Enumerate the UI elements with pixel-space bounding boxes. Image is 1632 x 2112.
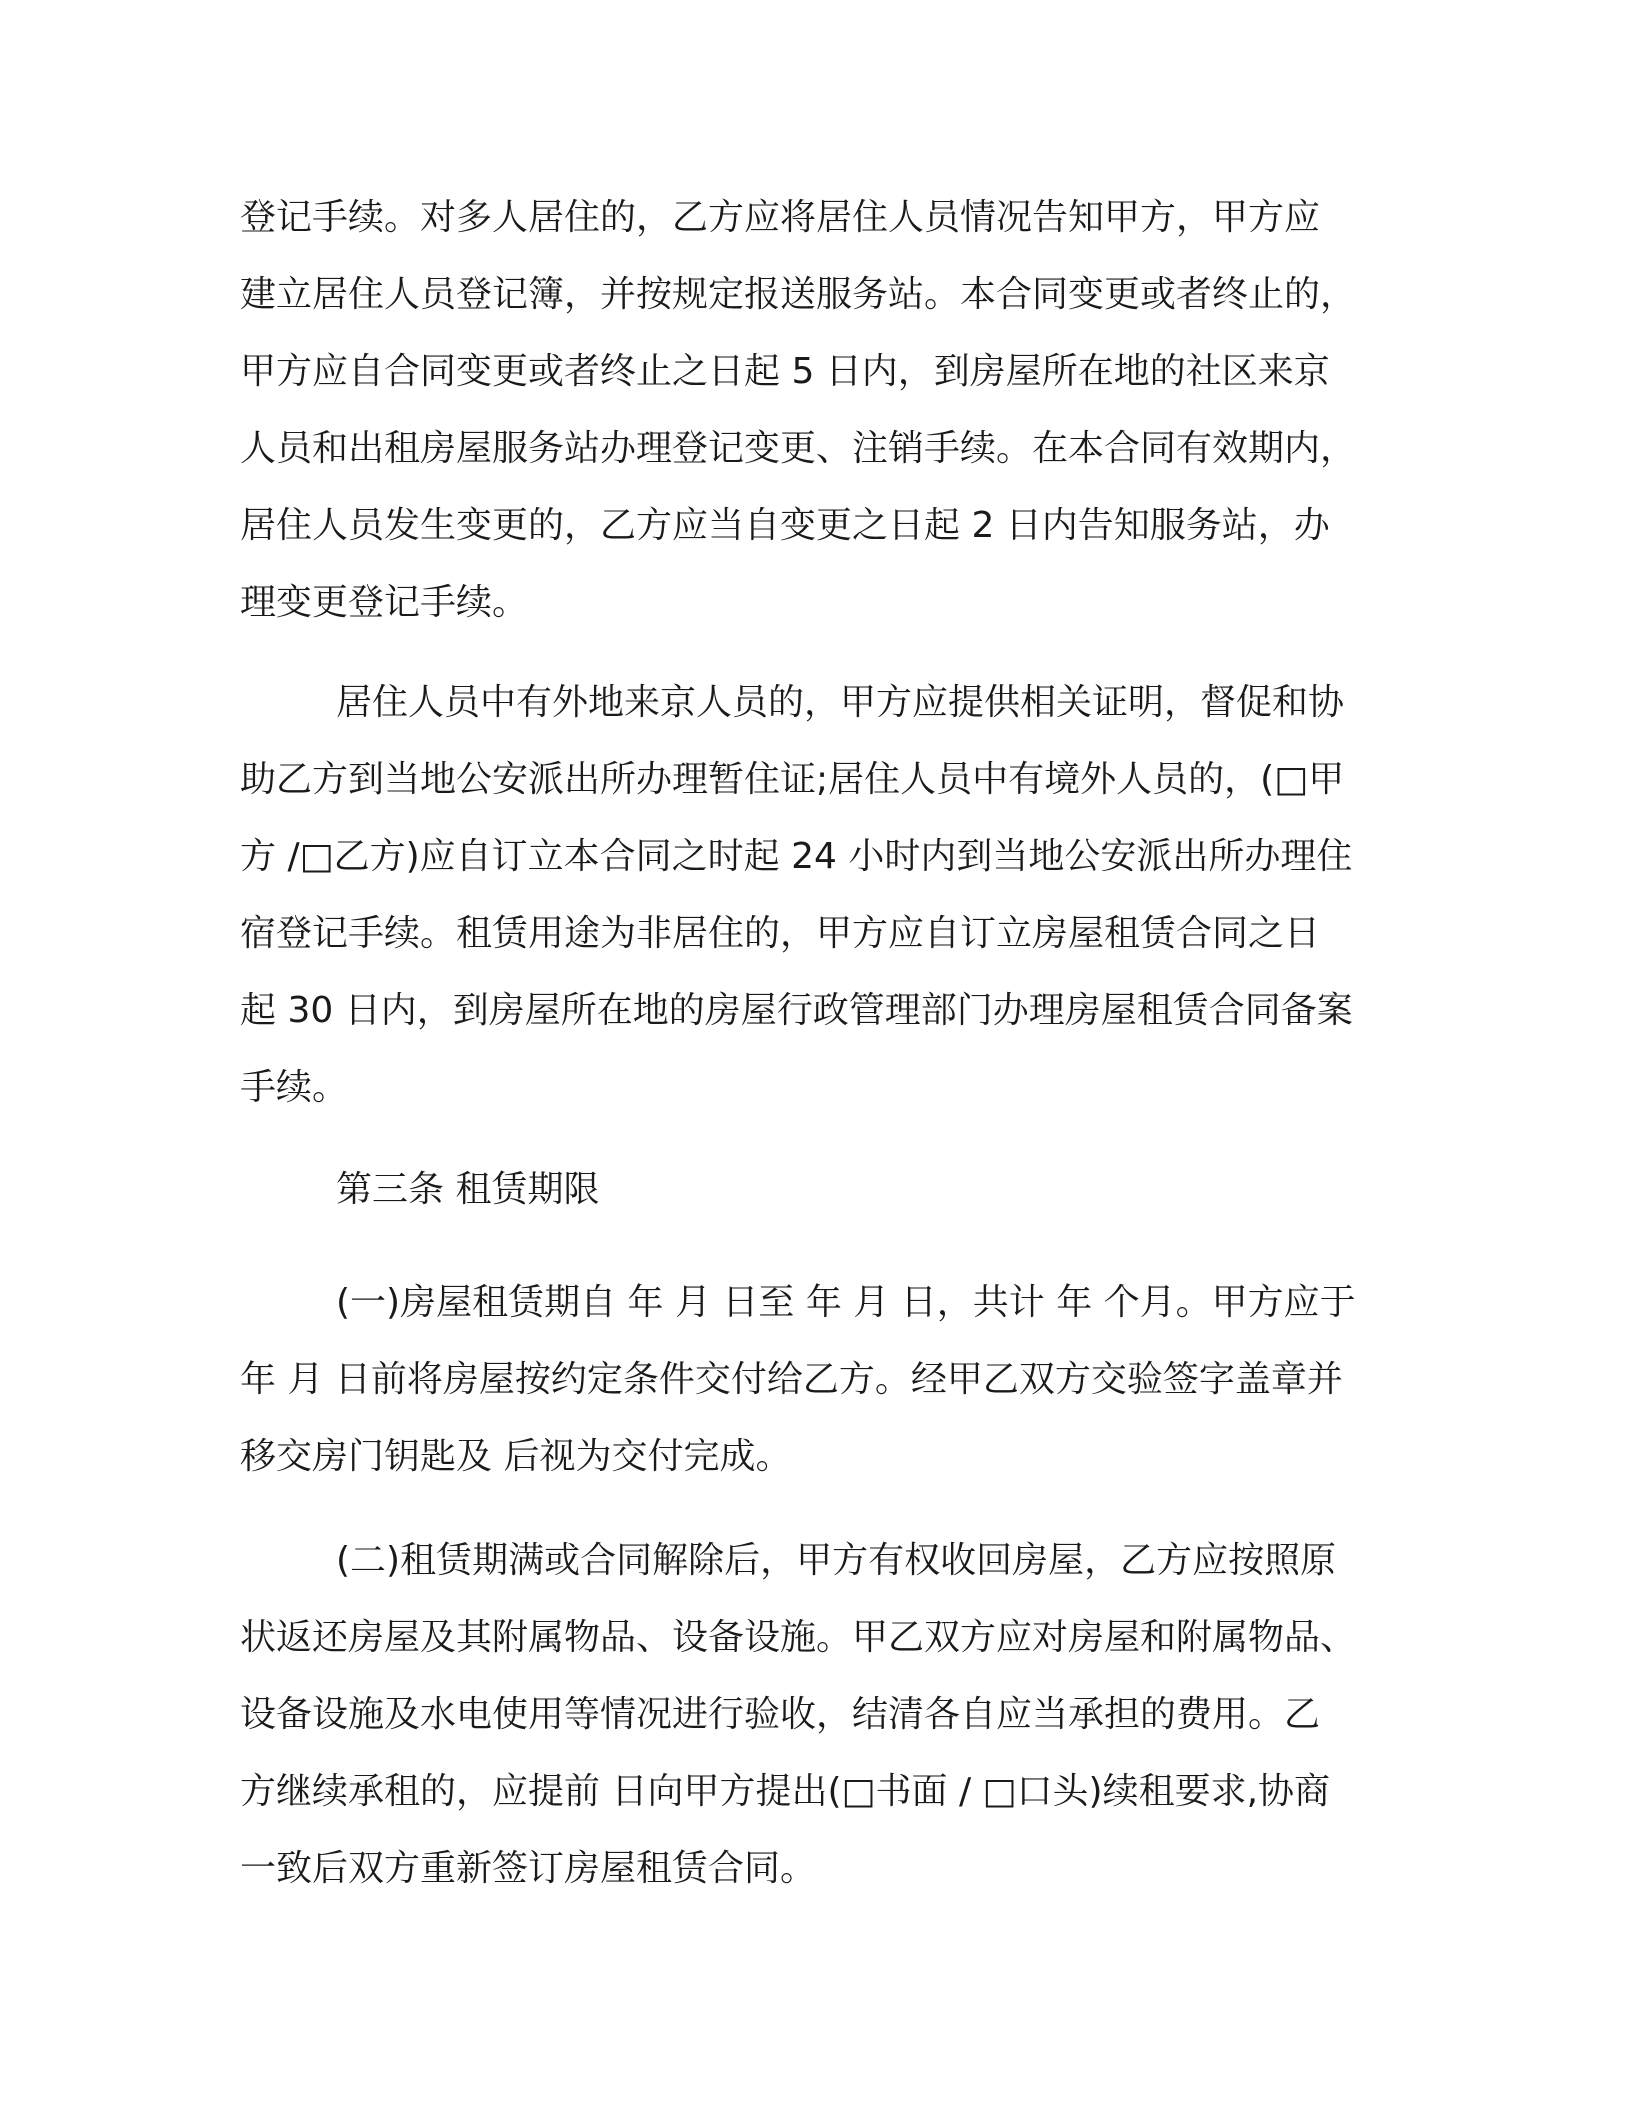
text-line: 年 月 日前将房屋按约定条件交付给乙方。经甲乙双方交验签字盖章并: [240, 1359, 1343, 1400]
text-line: 建立居住人员登记簿，并按规定报送服务站。本合同变更或者终止的，: [240, 274, 1357, 315]
text-line: 居住人员发生变更的，乙方应当自变更之日起 2 日内告知服务站，办: [240, 505, 1330, 546]
text-line: 一致后双方重新签订房屋租赁合同。: [240, 1848, 817, 1889]
text-line: 移交房门钥匙及 后视为交付完成。: [240, 1436, 792, 1477]
section-heading: 第三条 租赁期限: [336, 1169, 600, 1210]
text-line: 设备设施及水电使用等情况进行验收，结清各自应当承担的费用。乙: [240, 1694, 1321, 1735]
text-line: 宿登记手续。租赁用途为非居住的，甲方应自订立房屋租赁合同之日: [240, 913, 1321, 954]
paragraph-lease-expiry: [240, 1522, 1390, 1907]
paragraph-registration: [240, 179, 1390, 641]
text-line: 助乙方到当地公安派出所办理暂住证;居住人员中有境外人员的，(□甲: [240, 759, 1345, 800]
text-line: 居住人员中有外地来京人员的，甲方应提供相关证明，督促和协: [336, 682, 1345, 723]
text-line: 人员和出租房屋服务站办理登记变更、注销手续。在本合同有效期内，: [240, 428, 1357, 469]
text-line: 方继续承租的，应提前 日向甲方提出(□书面 / □口头)续租要求,协商: [240, 1771, 1331, 1812]
text-line: 登记手续。对多人居住的，乙方应将居住人员情况告知甲方，甲方应: [240, 197, 1321, 238]
text-line: (一)房屋租赁期自 年 月 日至 年 月 日，共计 年 个月。甲方应于: [336, 1282, 1356, 1323]
paragraph-lease-period: [240, 1264, 1390, 1495]
text-line: 方 /□乙方)应自订立本合同之时起 24 小时内到当地公安派出所办理住: [240, 836, 1353, 877]
section-heading-lease-term: [240, 1151, 1390, 1228]
text-line: 状返还房屋及其附属物品、设备设施。甲乙双方应对房屋和附属物品、: [240, 1617, 1357, 1658]
text-line: 手续。: [240, 1067, 349, 1108]
text-line: 理变更登记手续。: [240, 582, 529, 623]
text-line: (二)租赁期满或合同解除后，甲方有权收回房屋，乙方应按照原: [336, 1540, 1337, 1581]
text-line: 起 30 日内，到房屋所在地的房屋行政管理部门办理房屋租赁合同备案: [240, 990, 1353, 1031]
paragraph-residents: [240, 664, 1390, 1126]
text-line: 甲方应自合同变更或者终止之日起 5 日内，到房屋所在地的社区来京: [240, 351, 1330, 392]
